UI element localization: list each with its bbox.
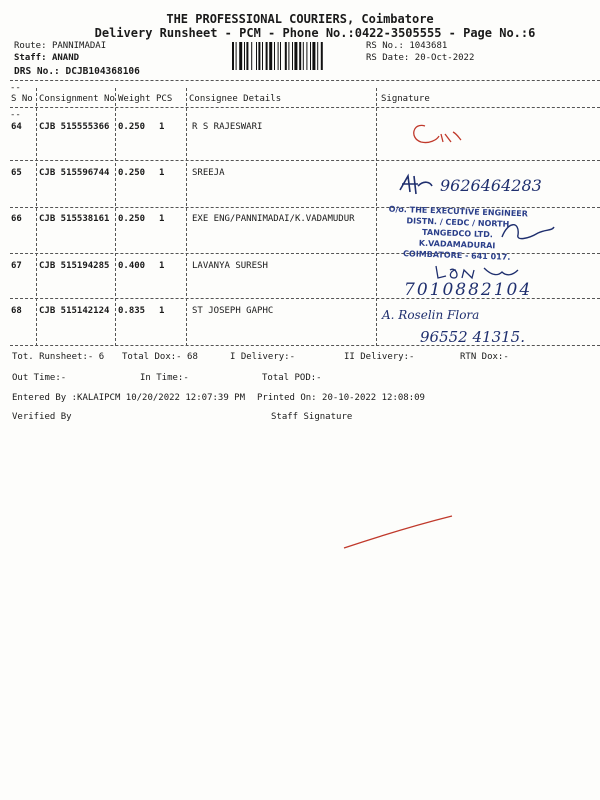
row-rule [10,160,600,161]
barcode-bar [280,42,281,70]
barcode-bar [244,42,245,70]
barcode-bar [269,42,272,70]
staff-label: Staff: [14,53,47,63]
rs-no-value: 1043681 [409,41,448,51]
col-signature: Signature [381,94,430,104]
ii-delivery: II Delivery:- [344,352,415,362]
barcode-bar [236,42,237,70]
barcode-bar [292,42,293,70]
row-sno: 66 [11,214,22,224]
row-consignment: CJB 515194285 [39,261,110,271]
col-divider [376,88,377,346]
row-consignment: CJB 515596744 [39,168,110,178]
row-details: LAVANYA SURESH [192,261,268,271]
signature-scribble [395,112,475,152]
signature-scribble [396,172,436,198]
out-time: Out Time:- [12,373,67,383]
company-title: THE PROFESSIONAL COURIERS, Coimbatore [166,12,434,26]
pen-stroke [340,510,460,554]
runsheet-subtitle: Delivery Runsheet - PCM - Phone No.:0422-3505555 - Page No.:6 [94,26,536,40]
barcode-bar [294,42,297,70]
col-consignment: Consignment No [39,94,115,104]
route-label: Route: [14,41,47,51]
printed-on: Printed On: 20-10-2022 12:08:09 [257,393,425,403]
entered-by: Entered By :KALAIPCM 10/20/2022 12:07:39 PM [12,393,245,403]
row-pcs: 1 [159,306,165,316]
route-value: PANNIMADAI [51,41,107,51]
verified-by: Verified By [12,412,72,422]
rtn-dox: RTN Dox:- [460,352,509,362]
col-weight: Weight [118,94,151,104]
barcode-bar [256,42,257,70]
handwritten-signature: A. Roselin Flora [382,308,480,322]
barcode-bar [321,42,323,70]
barcode-bar [288,42,289,70]
row-sno: 64 [11,122,22,132]
total-dox: Total Dox:- 68 [122,352,198,362]
row-pcs: 1 [159,261,165,271]
col-sno: S No [11,94,33,104]
stamp-line: COIMBATORE - 641 017. [402,249,511,262]
stamp-line: DISTN. / CEDC / NORTH [406,216,510,229]
barcode-bar [274,42,275,70]
rs-no-label: RS No.: [366,41,404,51]
barcode-bar [239,42,242,70]
staff-signature-label: Staff Signature [271,412,353,422]
rs-date-line [366,53,474,63]
handwritten-phone: 7010882104 [404,280,533,300]
rs-no-line [366,41,447,51]
barcode-bar [312,42,315,70]
row-details: SREEJA [192,168,225,178]
rs-date-value: 20-Oct-2022 [414,53,475,63]
row-weight: 0.835 [118,306,146,316]
row-pcs: 1 [159,168,165,178]
row-weight: 0.400 [118,261,146,271]
barcode-bar [310,42,311,70]
handwritten-phone: 96552 41315. [420,328,525,346]
barcode-bar [258,42,260,70]
barcode-bar [251,42,252,70]
drs-value: DCJB104368106 [65,66,140,77]
barcode-bar [266,42,268,70]
total-runsheet: Tot. Runsheet:- 6 [12,352,105,362]
row-pcs: 1 [159,214,165,224]
row-details: ST JOSEPH GAPHC [192,306,274,316]
i-delivery: I Delivery:- [230,352,296,362]
row-details: R S RAJESWARI [192,122,263,132]
signature-scribble [498,215,558,245]
total-pod: Total POD:- [262,373,322,383]
row-details: EXE ENG/PANNIMADAI/K.VADAMUDUR [192,214,355,224]
row-weight: 0.250 [118,168,146,178]
col-divider [36,88,37,346]
stamp-line: K.VADAMADURAI [418,238,496,251]
row-weight: 0.250 [118,214,146,224]
barcode [232,42,362,70]
barcode-bar [306,42,307,70]
barcode-bar [262,42,263,70]
barcode-bar [317,42,318,70]
stamp-line: TANGEDCO LTD. [421,227,494,240]
row-consignment: CJB 515142124 [39,306,110,316]
row-consignment: CJB 515555366 [39,122,110,132]
route-line [14,41,106,51]
drs-label: DRS No.: [14,66,60,77]
staff-line [14,53,79,63]
stamp-line: O/o. THE EXECUTIVE ENGINEER [388,204,529,219]
barcode-bar [303,42,304,70]
barcode-bar [232,42,234,70]
rs-date-label: RS Date: [366,53,410,63]
rule-top [10,80,600,81]
handwritten-phone: 9626464283 [440,176,542,195]
col-pcs: PCS [156,94,173,104]
drs-line [14,66,140,77]
row-sno: 68 [11,306,22,316]
row-sno: 65 [11,168,22,178]
col-divider [115,88,116,346]
row-pcs: 1 [159,122,165,132]
col-divider [186,88,187,346]
barcode-bar [278,42,279,70]
barcode-bar [246,42,248,70]
barcode-bar [285,42,287,70]
col-details: Consignee Details [189,94,282,104]
lead-dash-2: -- [10,110,21,120]
row-sno: 67 [11,261,22,271]
row-consignment: CJB 515538161 [39,214,110,224]
lead-dash: -- [10,83,21,93]
barcode-bar [299,42,301,70]
in-time: In Time:- [140,373,189,383]
row-weight: 0.250 [118,122,146,132]
rule-header [10,107,600,108]
staff-value: ANAND [51,53,80,63]
